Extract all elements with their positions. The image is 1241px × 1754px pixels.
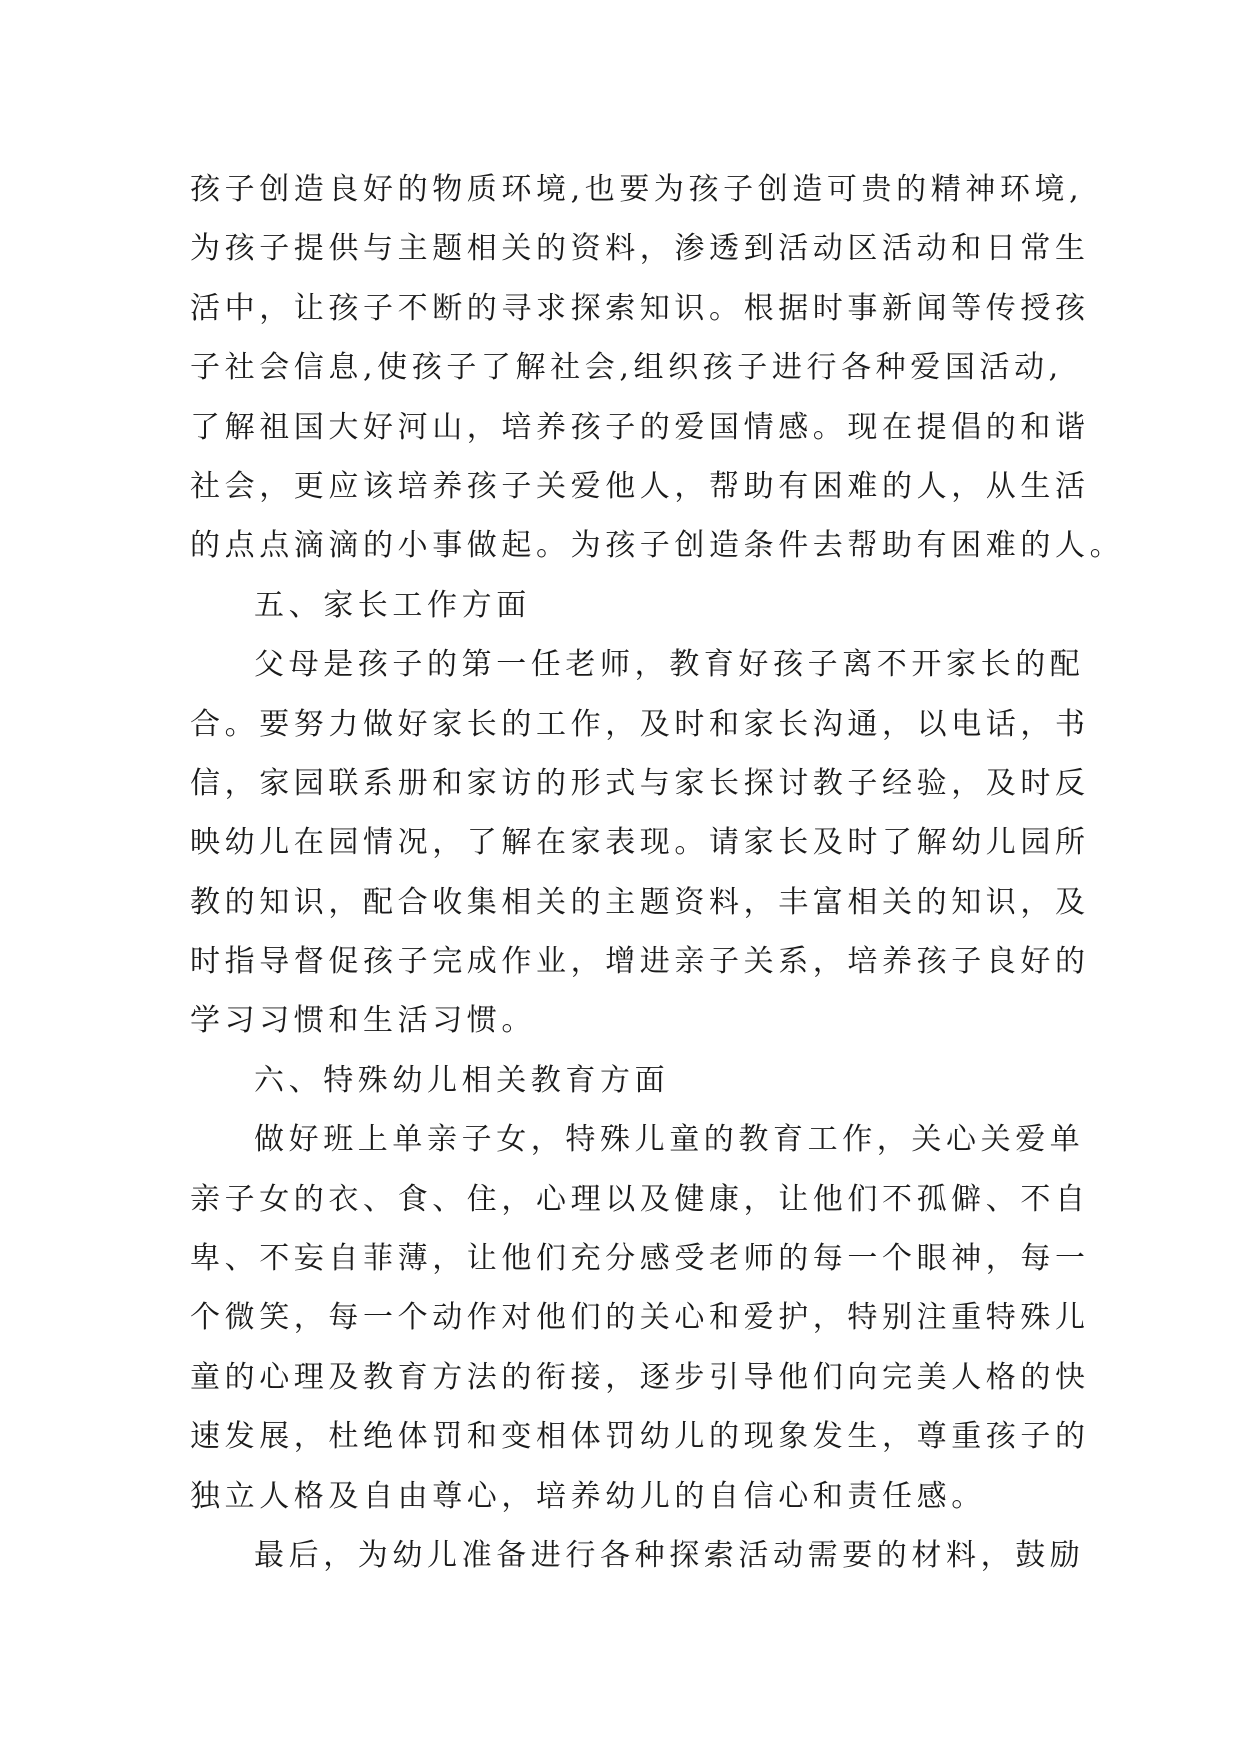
text-line: 活中，让孩子不断的寻求探索知识。根据时事新闻等传授孩 bbox=[190, 290, 1090, 326]
text-line: 映幼儿在园情况，了解在家表现。请家长及时了解幼儿园所 bbox=[190, 825, 1090, 861]
section-heading: 六、特殊幼儿相关教育方面 bbox=[254, 1062, 670, 1098]
text-line: 合。要努力做好家长的工作，及时和家长沟通，以电话，书 bbox=[190, 706, 1090, 742]
text-line: 子社会信息,使孩子了解社会,组织孩子进行各种爱国活动, bbox=[190, 350, 1063, 386]
paragraph-start-line: 父母是孩子的第一任老师，教育好孩子离不开家长的配 bbox=[254, 647, 1085, 683]
text-line: 亲子女的衣、食、住，心理以及健康，让他们不孤僻、不自 bbox=[190, 1181, 1090, 1217]
text-line: 学习习惯和生活习惯。 bbox=[190, 1003, 536, 1039]
text-line: 教的知识，配合收集相关的主题资料，丰富相关的知识，及 bbox=[190, 884, 1090, 920]
text-line: 独立人格及自由尊心，培养幼儿的自信心和责任感。 bbox=[190, 1478, 986, 1514]
paragraph-start-line: 做好班上单亲子女，特殊儿童的教育工作，关心关爱单 bbox=[254, 1122, 1085, 1158]
text-line: 个微笑，每一个动作对他们的关心和爱护，特别注重特殊儿 bbox=[190, 1300, 1090, 1336]
text-line: 速发展，杜绝体罚和变相体罚幼儿的现象发生，尊重孩子的 bbox=[190, 1419, 1090, 1455]
text-line: 孩子创造良好的物质环境,也要为孩子创造可贵的精神环境, bbox=[190, 172, 1084, 207]
text-line: 信，家园联系册和家访的形式与家长探讨教子经验，及时反 bbox=[190, 765, 1090, 801]
text-line: 了解祖国大好河山，培养孩子的爱国情感。现在提倡的和谐 bbox=[190, 409, 1090, 445]
text-line: 时指导督促孩子完成作业，增进亲子关系，培养孩子良好的 bbox=[190, 944, 1090, 980]
text-line: 为孩子提供与主题相关的资料，渗透到活动区活动和日常生 bbox=[190, 231, 1090, 267]
text-line: 卑、不妄自菲薄，让他们充分感受老师的每一个眼神，每一 bbox=[190, 1241, 1090, 1277]
text-line: 的点点滴滴的小事做起。为孩子创造条件去帮助有困难的人。 bbox=[190, 528, 1125, 564]
section-heading: 五、家长工作方面 bbox=[254, 587, 531, 623]
paragraph-start-line: 最后，为幼儿准备进行各种探索活动需要的材料，鼓励 bbox=[254, 1537, 1085, 1573]
text-line: 童的心理及教育方法的衔接，逐步引导他们向完美人格的快 bbox=[190, 1359, 1090, 1395]
body-text bbox=[190, 160, 1125, 1585]
text-line: 社会，更应该培养孩子关爱他人，帮助有困难的人，从生活 bbox=[190, 468, 1090, 504]
